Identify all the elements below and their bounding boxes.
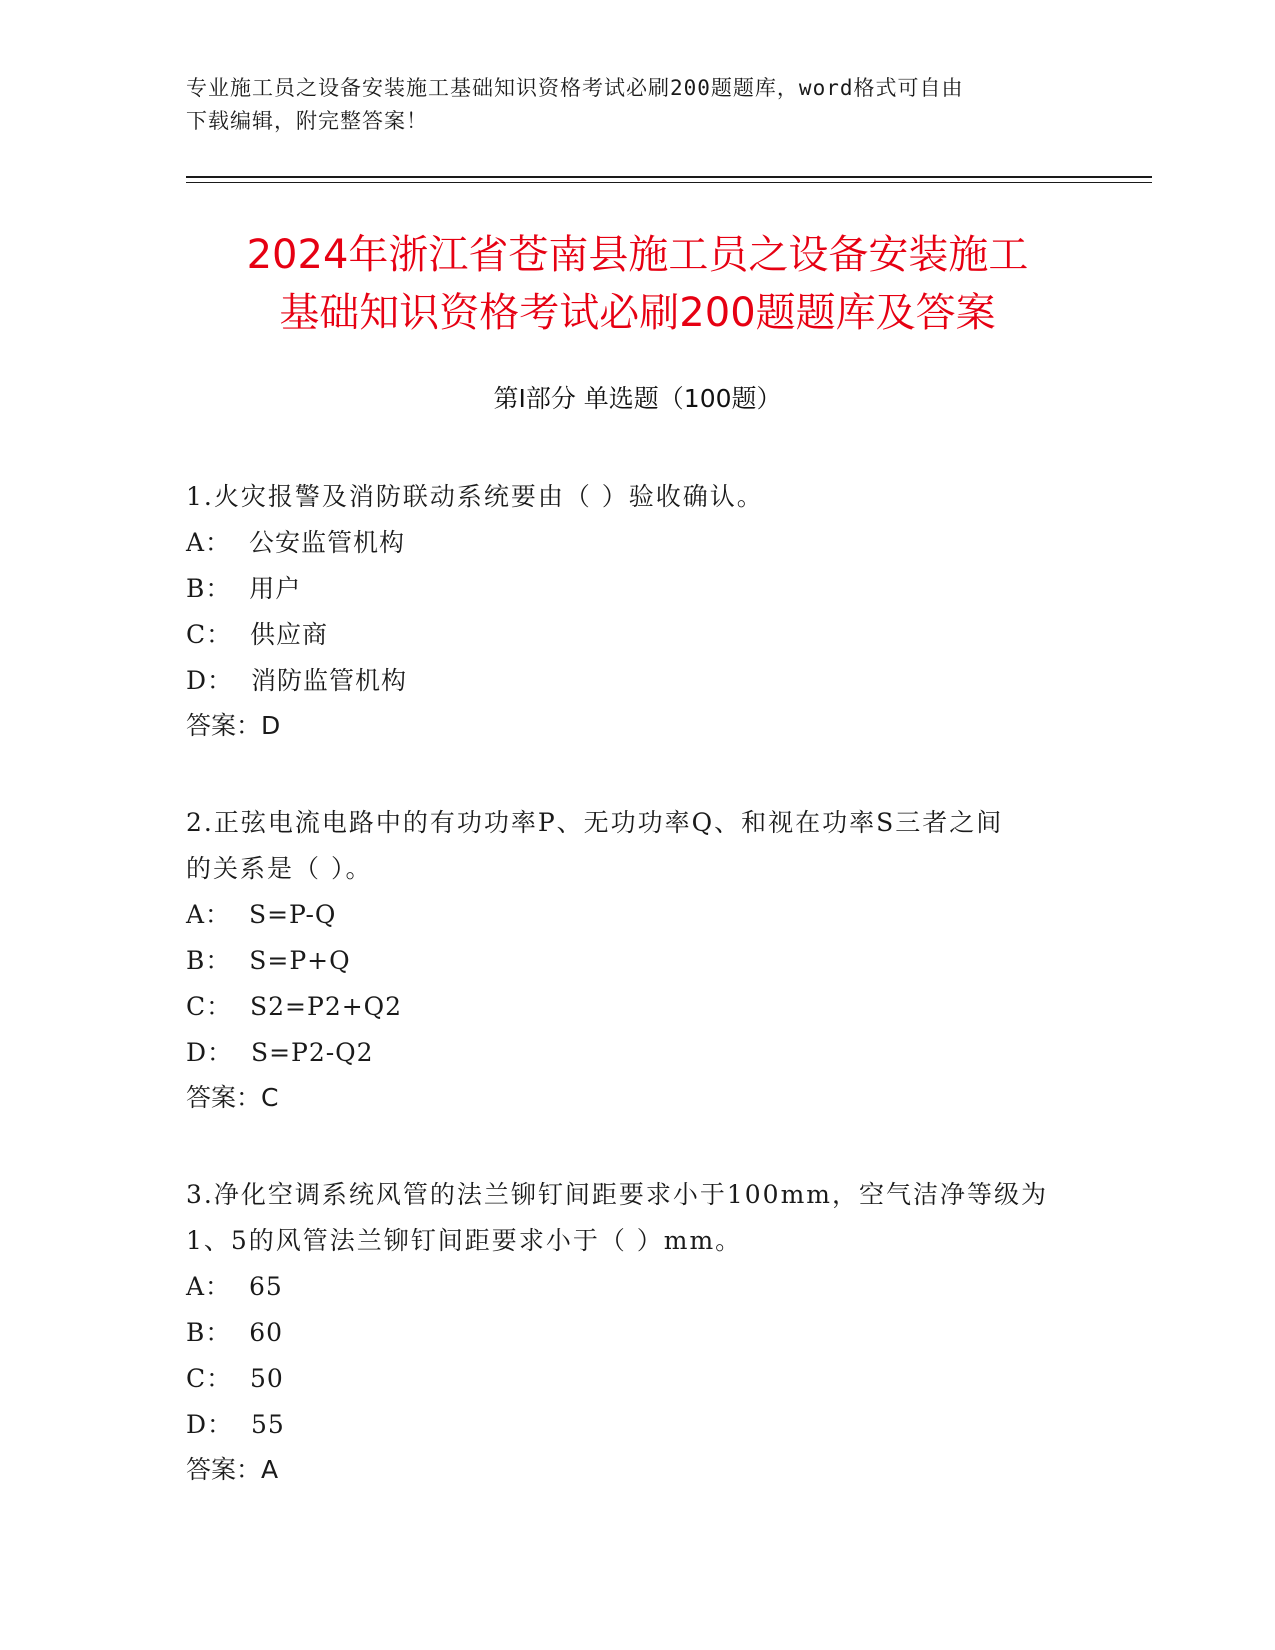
- header-note-line-1: 专业施工员之设备安装施工基础知识资格考试必刷200题题库，word格式可自由: [186, 76, 964, 100]
- document-title-line-2: 基础知识资格考试必刷200题题库及答案: [279, 290, 996, 336]
- question-item: [186, 1172, 1086, 1492]
- header-note-line-2: 下载编辑，附完整答案！: [186, 109, 428, 133]
- option-c: C： 供应商: [186, 620, 329, 649]
- question-answer: 答案：C: [186, 1083, 279, 1112]
- option-a: A： 公安监管机构: [186, 528, 405, 557]
- option-b: B： S=P+Q: [186, 946, 351, 975]
- option-d: D： 55: [186, 1410, 285, 1439]
- question-answer: 答案：A: [186, 1455, 279, 1484]
- option-c: C： 50: [186, 1364, 284, 1393]
- section-title: 第Ⅰ部分 单选题（100题）: [493, 384, 782, 413]
- option-a: A： S=P-Q: [186, 900, 337, 929]
- question-stem-line-2: 的关系是（ ）。: [186, 854, 373, 883]
- header-note: [186, 72, 1086, 138]
- question-stem: 1.火灾报警及消防联动系统要由（ ）验收确认。: [186, 482, 764, 511]
- option-a: A： 65: [186, 1272, 283, 1301]
- question-item: [186, 474, 1086, 748]
- question-stem-line-1: 2.正弦电流电路中的有功功率P、无功功率Q、和视在功率S三者之间: [186, 808, 1004, 837]
- option-c: C： S2=P2+Q2: [186, 992, 403, 1021]
- option-d: D： 消防监管机构: [186, 666, 407, 695]
- question-stem-line-2: 1、5的风管法兰铆钉间距要求小于（ ）mm。: [186, 1226, 743, 1255]
- option-d: D： S=P2-Q2: [186, 1038, 374, 1067]
- question-item: [186, 800, 1086, 1120]
- header-rule-thin: [186, 182, 1152, 183]
- question-stem-line-1: 3.净化空调系统风管的法兰铆钉间距要求小于100mm，空气洁净等级为: [186, 1180, 1048, 1209]
- option-b: B： 用户: [186, 574, 302, 603]
- question-answer: 答案：D: [186, 711, 281, 740]
- document-title: [100, 226, 1175, 342]
- document-title-line-1: 2024年浙江省苍南县施工员之设备安装施工: [246, 232, 1029, 278]
- option-b: B： 60: [186, 1318, 284, 1347]
- question-list: [186, 474, 1086, 1544]
- header-rule-thick: [186, 176, 1152, 178]
